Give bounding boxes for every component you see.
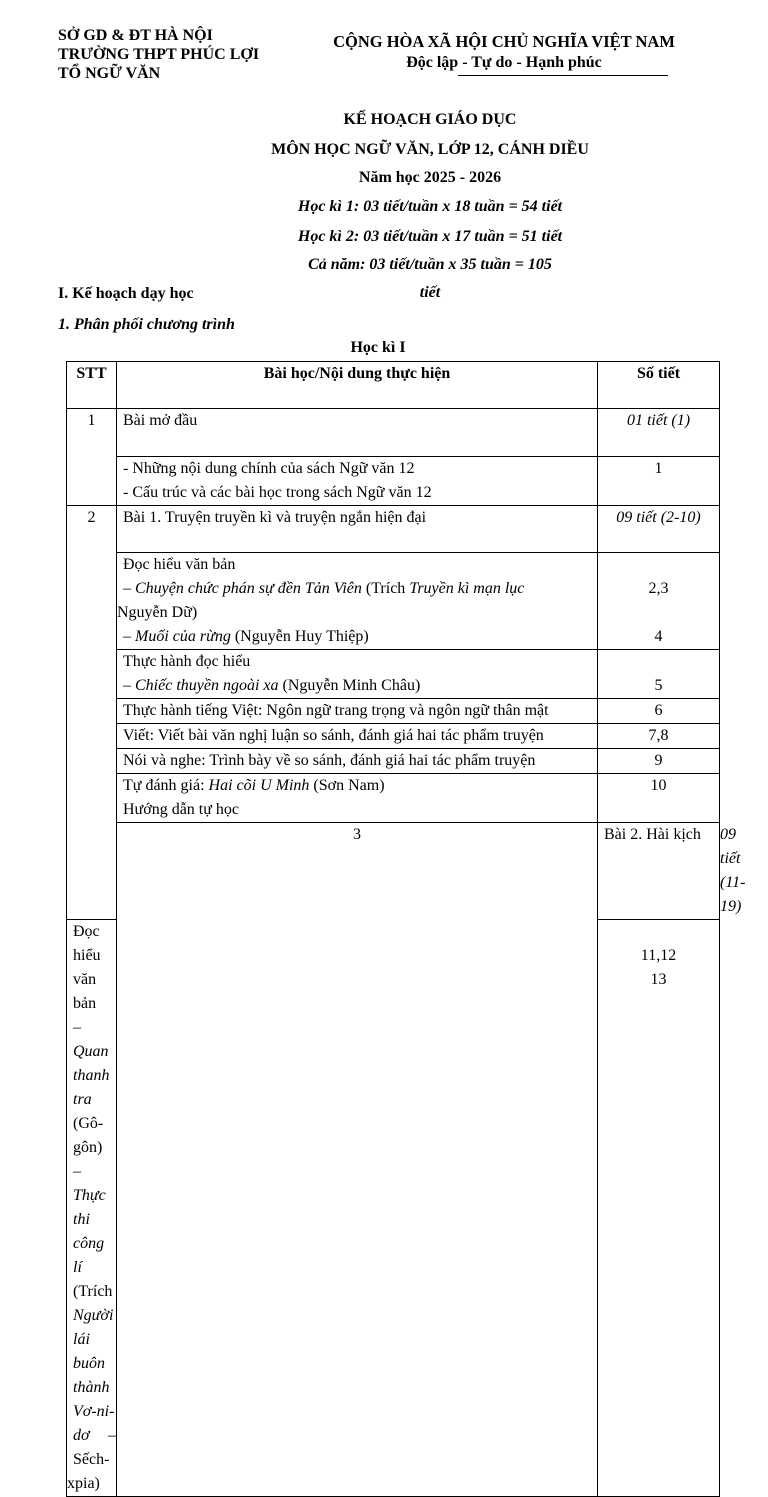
speaking-task: Nói và nghe: Trình bày về so sánh, đánh giá hai tác phẩm truyện bbox=[117, 749, 598, 774]
department-header bbox=[58, 26, 259, 83]
lesson-content bbox=[117, 457, 598, 506]
section-heading: I. Kế hoạch dạy học bbox=[58, 285, 194, 302]
lesson-periods: 09 tiết (2-10) bbox=[598, 506, 720, 553]
reading-periods: 2,3 4 bbox=[598, 553, 720, 650]
doc-year: Năm học 2025 - 2026 bbox=[358, 169, 502, 186]
row-stt: 1 bbox=[67, 409, 117, 506]
reading-label: Đọc hiểu văn bản bbox=[73, 923, 101, 1012]
reading-item-cont: Nguyễn Dữ) bbox=[117, 604, 198, 621]
national-title: CỘNG HÒA XÃ HỘI CHỦ NGHĨA VIỆT NAM bbox=[333, 32, 675, 51]
writing-periods: 7,8 bbox=[598, 724, 720, 749]
motto-underline bbox=[458, 75, 668, 76]
content-line: - Những nội dung chính của sách Ngữ văn 12 bbox=[123, 460, 415, 477]
table-row bbox=[67, 774, 720, 823]
lesson-title: Bài mở đầu bbox=[117, 409, 598, 457]
table-row bbox=[67, 457, 720, 506]
curriculum-table bbox=[66, 361, 746, 1497]
term2-load: Học kì 2: 03 tiết/tuần x 17 tuần = 51 tiết bbox=[297, 228, 563, 245]
writing-task: Viết: Viết bài văn nghị luận so sánh, đánh giá hai tác phẩm truyện bbox=[117, 724, 598, 749]
year-load-unit: tiết bbox=[419, 284, 441, 301]
table-row bbox=[67, 699, 720, 724]
lesson-periods: 01 tiết (1) bbox=[598, 409, 720, 457]
speaking-periods: 9 bbox=[598, 749, 720, 774]
reading-item: – Quan thanh tra (Gô-gôn) bbox=[73, 1019, 110, 1156]
reading-section bbox=[117, 553, 598, 650]
reading-item: – Chuyện chức phán sự đền Tản Viên (Trích Truyền kì mạn lục bbox=[123, 580, 525, 597]
content-line: - Cấu trúc và các bài học trong sách Ngữ văn 12 bbox=[123, 484, 432, 501]
content-periods: 1 bbox=[598, 457, 720, 506]
reading-section bbox=[67, 920, 117, 1497]
vietnamese-practice: Thực hành tiếng Việt: Ngôn ngữ trang trọng và ngôn ngữ thân mật bbox=[117, 699, 598, 724]
subsection-heading: 1. Phân phối chương trình bbox=[58, 316, 235, 333]
lesson-title: Bài 2. Hài kịch bbox=[598, 823, 720, 920]
school-name: TRƯỜNG THPT PHÚC LỢI bbox=[58, 46, 260, 63]
national-header bbox=[318, 32, 690, 74]
self-assessment-periods: 10 bbox=[598, 774, 720, 823]
row-stt: 2 bbox=[67, 506, 117, 920]
reading-item: – Muối của rừng (Nguyễn Huy Thiệp) bbox=[123, 628, 369, 645]
year-load: Cả năm: 03 tiết/tuần x 35 tuần = 105 bbox=[308, 256, 552, 273]
col-header-periods: Số tiết bbox=[598, 362, 720, 409]
national-motto: Độc lập - Tự do - Hạnh phúc bbox=[406, 54, 602, 71]
col-header-stt: STT bbox=[67, 362, 117, 409]
reading-periods: 11,12 13 bbox=[598, 920, 720, 1497]
table-header-row bbox=[67, 362, 720, 409]
doc-subject: MÔN HỌC NGỮ VĂN, LỚP 12, CÁNH DIỀU bbox=[271, 141, 589, 158]
vietnamese-periods: 6 bbox=[598, 699, 720, 724]
term1-load: Học kì 1: 03 tiết/tuần x 18 tuần = 54 tiết bbox=[297, 198, 563, 215]
doc-title: KẾ HOẠCH GIÁO DỤC bbox=[343, 111, 517, 128]
table-row bbox=[67, 506, 720, 553]
practice-reading: Thực hành đọc hiểu – Chiếc thuyền ngoài xa (Nguyễn Minh Châu) bbox=[117, 650, 598, 699]
practice-periods: 5 bbox=[598, 650, 720, 699]
table-row: 3 Bài 2. Hài kịch 09 tiết (11-19) bbox=[67, 823, 720, 920]
table-row bbox=[67, 650, 720, 699]
self-assessment: Tự đánh giá: Hai cõi U Minh (Sơn Nam) Hướng dẫn tự học bbox=[117, 774, 598, 823]
reading-label: Đọc hiểu văn bản bbox=[123, 556, 236, 573]
term-heading: Học kì I bbox=[350, 339, 406, 356]
row-stt: 3 bbox=[117, 823, 598, 1497]
reading-item: – Thực thi công lí (Trích Người lái buôn thành Vơ-ni-dơ – Sếch- bbox=[73, 1163, 116, 1468]
table-row bbox=[67, 553, 720, 650]
reading-item-cont: xpia) bbox=[67, 1475, 100, 1492]
col-header-content: Bài học/Nội dung thực hiện bbox=[117, 362, 598, 409]
group-name: TỔ NGỮ VĂN bbox=[58, 65, 161, 82]
department-line-1: SỞ GD & ĐT HÀ NỘI bbox=[58, 27, 213, 44]
table-row bbox=[67, 749, 720, 774]
table-row bbox=[67, 724, 720, 749]
lesson-title: Bài 1. Truyện truyền kì và truyện ngắn hiện đại bbox=[117, 506, 598, 553]
table-row bbox=[67, 409, 720, 457]
